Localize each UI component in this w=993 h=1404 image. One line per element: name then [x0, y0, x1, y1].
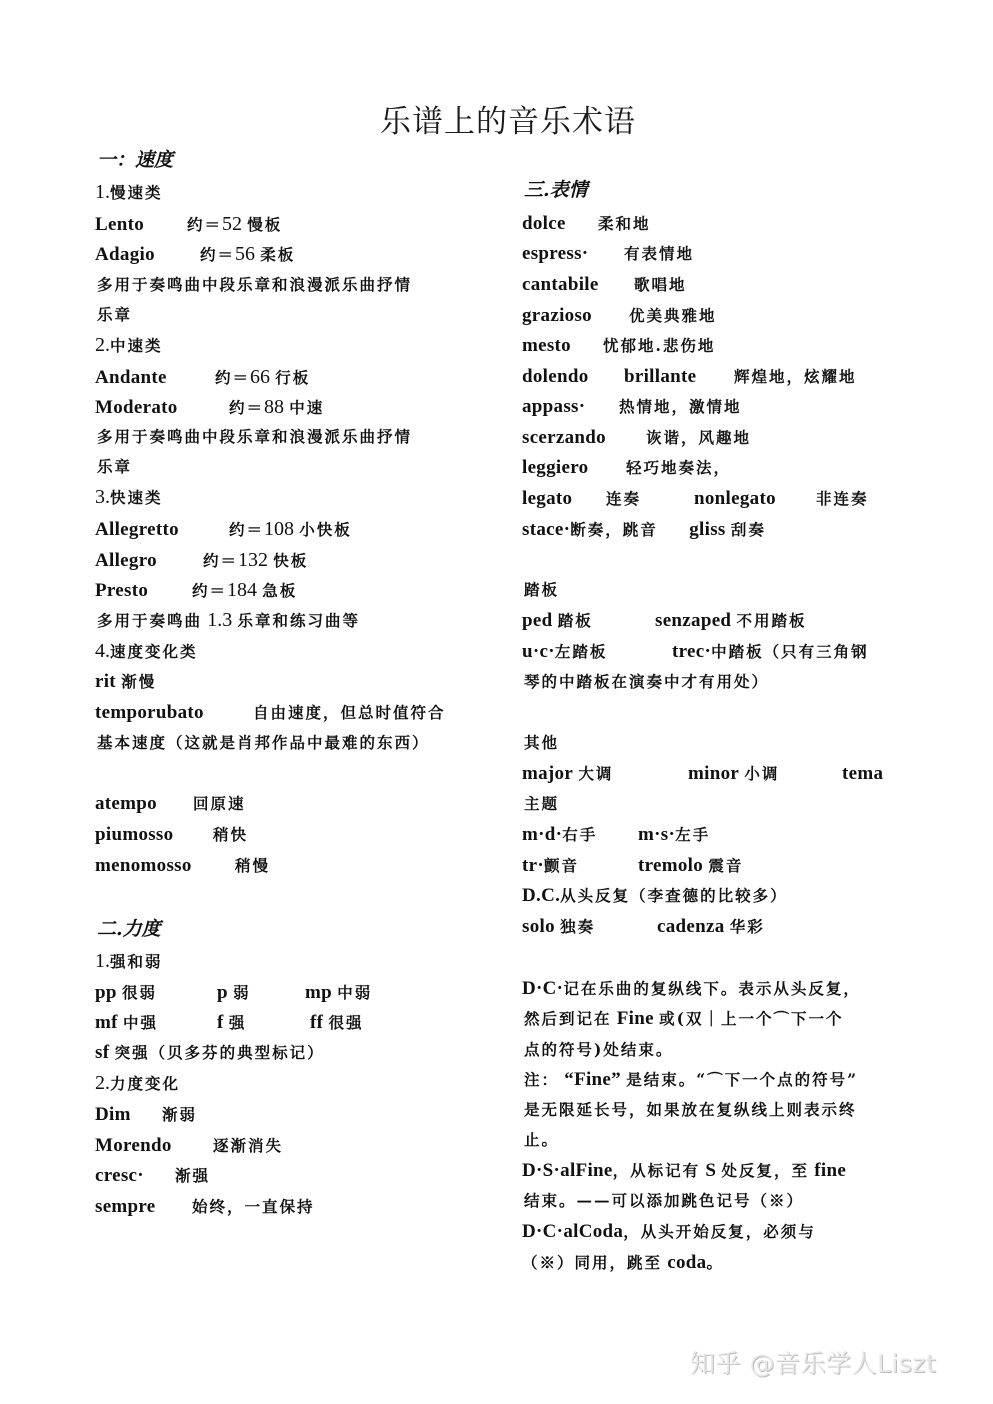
note-text: 多用于奏鸣曲中段乐章和浪漫派乐曲抒情: [97, 275, 413, 294]
note-text: 多用于奏鸣曲中段乐章和浪漫派乐曲抒情: [97, 427, 413, 446]
term-row-allegretto: Allegretto 约＝108 小快板: [95, 518, 352, 540]
note-fine-1: 注： “Fine” 是结束。“⌒下一个点的符号”: [524, 1069, 859, 1090]
term-row-espress: espress· 有表情地: [522, 243, 695, 264]
section-heading-dynamics: 二.力度: [97, 918, 161, 940]
term-row-md: m·d·右手 m·s·左手: [522, 824, 711, 845]
page-title: 乐谱上的音乐术语: [380, 104, 636, 140]
note-dccoda-2: （※）同用，跳至 coda。: [522, 1252, 724, 1273]
term-row-ped: ped 踏板 senzaped 不用踏板: [522, 610, 807, 631]
term-row-cresc: cresc· 渐强: [95, 1165, 211, 1186]
subheading-tempo-change: 4.速度变化类: [95, 640, 198, 662]
term-row-uc: u·c·左踏板 trec·中踏板（只有三角钢: [522, 641, 869, 662]
term-row-dolendo: dolendo brillante 辉煌地，炫耀地: [522, 366, 857, 387]
section-heading-expression: 三.表情: [524, 179, 588, 201]
note-dccoda-1: D·C·alCoda，从头开始反复，必须与: [522, 1221, 816, 1242]
watermark: 知乎 @音乐学人Liszt: [690, 1349, 937, 1378]
subheading-strong-weak: 1.强和弱: [95, 950, 163, 972]
term-row-dynamics-2: mf 中强 f 强 ff 很强: [95, 1012, 364, 1033]
note-text: 基本速度（这就是肖邦作品中最难的东西）: [97, 733, 430, 752]
subheading-slow: 1.慢速类: [95, 181, 163, 203]
term-row-leggiero: leggiero 轻巧地奏法，: [522, 457, 732, 478]
note-text: 主题: [524, 794, 560, 813]
note-text: 多用于奏鸣曲 1.3 乐章和练习曲等: [97, 609, 361, 631]
subheading-medium: 2.中速类: [95, 334, 163, 356]
term-row-stace: stace·断奏，跳音 gliss 刮奏: [522, 519, 766, 540]
term-row-dolce: dolce 柔和地: [522, 213, 651, 234]
subheading-dynamics-change: 2.力度变化: [95, 1072, 181, 1094]
note-dc-1: D·C·记在乐曲的复纵线下。表示从头反复，: [522, 978, 861, 999]
subheading-fast: 3.快速类: [95, 486, 163, 508]
term-row-dc: D.C.从头反复（李查德的比较多）: [522, 885, 788, 906]
term-row-temporubato: temporubato 自由速度，但总时值符合: [95, 702, 446, 723]
term-row-allegro: Allegro 约＝132 快板: [95, 549, 309, 571]
term-row-piumosso: piumosso 稍快: [95, 824, 249, 845]
term-row-morendo: Morendo 逐渐消失: [95, 1135, 284, 1156]
note-ds-2: 结束。——可以添加跳色记号（※）: [524, 1191, 805, 1210]
term-row-scerzando: scerzando 诙谐，风趣地: [522, 427, 752, 448]
term-row-menomosso: menomosso 稍慢: [95, 855, 271, 876]
term-row-adagio: Adagio 约＝56 柔板: [95, 243, 296, 265]
term-row-dynamics-1: pp 很弱 p 弱 mp 中弱: [95, 982, 373, 1003]
subheading-pedal: 踏板: [524, 580, 560, 599]
term-row-solo: solo 独奏 cadenza 华彩: [522, 916, 765, 937]
term-row-sf: sf 突强（贝多芬的典型标记）: [95, 1042, 325, 1063]
term-row-legato: legato 连奏 nonlegato 非连奏: [522, 488, 869, 509]
note-dc-2: 然后到记在 Fine 或(双｜上一个⌒下一个: [524, 1008, 844, 1029]
note-text: 乐章: [97, 457, 133, 476]
note-text: 琴的中踏板在演奏中才有用处）: [524, 672, 770, 691]
term-row-andante: Andante 约＝66 行板: [95, 366, 311, 388]
note-fine-2: 是无限延长号，如果放在复纵线上则表示终: [524, 1100, 857, 1119]
term-row-cantabile: cantabile 歌唱地: [522, 274, 687, 295]
term-row-rit: rit 渐慢: [95, 671, 157, 692]
term-row-appass: appass· 热情地，激情地: [522, 396, 742, 417]
term-row-lento: Lento 约＝52 慢板: [95, 213, 283, 235]
subheading-other: 其他: [524, 733, 560, 752]
section-heading-tempo: 一：速度: [97, 149, 174, 171]
note-text: 乐章: [97, 305, 133, 324]
term-row-mesto: mesto 忧郁地.悲伤地: [522, 335, 716, 356]
term-row-tr: tr·颤音 tremolo 震音: [522, 855, 744, 876]
term-row-moderato: Moderato 约＝88 中速: [95, 396, 325, 418]
term-row-atempo: atempo 回原速: [95, 793, 246, 814]
term-row-presto: Presto 约＝184 急板: [95, 579, 298, 601]
note-ds-1: D·S·alFine，从标记有 S 处反复，至 fine: [522, 1160, 847, 1181]
term-row-major: major 大调 minor 小调 tema: [522, 763, 884, 784]
note-fine-3: 止。: [524, 1130, 560, 1149]
term-row-grazioso: grazioso 优美典雅地: [522, 305, 717, 326]
term-row-sempre: sempre 始终，一直保持: [95, 1196, 315, 1217]
term-row-dim: Dim 渐弱: [95, 1104, 198, 1125]
note-dc-3: 点的符号)处结束。: [524, 1040, 674, 1059]
